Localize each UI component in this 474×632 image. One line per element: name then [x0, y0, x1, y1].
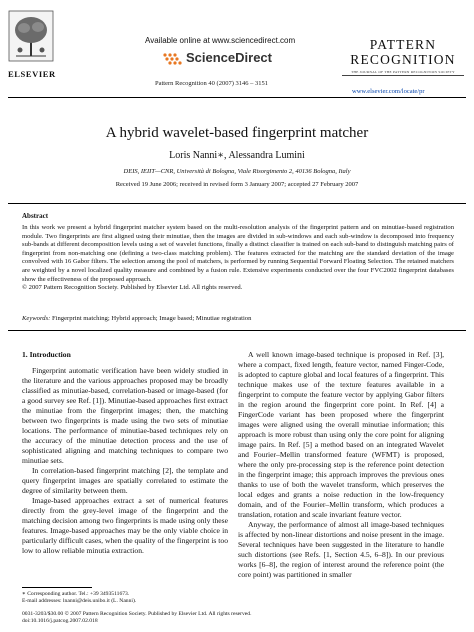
footnote-email[interactable]: E-mail addresses: lnanni@deis.unibo.it (L. Nanni).: [22, 598, 137, 604]
header-divider: [8, 97, 466, 98]
publisher-name: ELSEVIER: [8, 69, 56, 79]
available-online-text[interactable]: Available online at www.sciencedirect.com: [145, 36, 296, 45]
keywords-line: [22, 315, 454, 322]
journal-url-link[interactable]: www.elsevier.com/locate/pr: [352, 88, 425, 95]
footnote-corresponding: ∗ Corresponding author. Tel.: +39 3493511673.: [22, 591, 130, 597]
body-paragraph: A well known image-based technique is proposed in Ref. [3], where a compact, fixed length, feature vector, named Finger-Code, is adopted to capture global and local features of a fingerprint. This technique makes use of the texture features available in a fingerprint to compute the feature vector by applying Gabor filters in the region around the fingerprint core point. In Ref. [4] a FingerCode variant has been proposed where the fingerprint images were aligned using the overall minutiae information; this approach is more robust than using only the core point for aligning image pairs. In Ref. [5] a method based on an integrated Wavelet and Fourier–Mellin transformed feature (WFMT) is proposed, where the only pre-processing step is the reference point detection in the fingerprint image; this approach improves the previous ones thanks to use of both the wavelet transform, which preserves the local edges and grants a noise reduction in the low-frequency domain, and of the Fourier–Mellin transform, which produces a translation, rotation and scale invariant feature vector.: [238, 350, 444, 519]
abstract-copyright: © 2007 Pattern Recognition Society. Published by Elsevier Ltd. All rights reserved.: [22, 284, 243, 292]
sciencedirect-logo[interactable]: [162, 50, 272, 65]
abstract-text: In this work we present a hybrid fingerprint matcher system based on the multi-resolution analysis of the fingerprint pattern and on minutiae-based registration module. Two fingerprints are first aligned using their minutiae, then the images are divided in sub-windows and each sub-window is decomposed into frequency sub-bands at different decomposition levels using a set of wavelet functions, finally a distinct classifier is trained on each sub-band to distinguish matching pairs of fingerprint from non-matching one (defining a two-class matching problem). The features extracted for the matching are the standard deviation of the image convolved with 16 Gabor filters. The selection among the pool of matchers, is performed by running Sequential Forward Floating Selection. The retained matchers are weighted by a novel localized quality measure and combined by a fusion rule. Extensive experiments conducted over the four FVC2002 fingerprint databases show the effectiveness of the proposed approach.: [22, 224, 454, 283]
body-paragraph: Image-based approaches extract a set of numerical features directly from the grey-level image of the fingerprint and the matching decision among two fingerprints is made using only these features. Image-based approaches may be the only viable choice in particularly difficult cases, when the quality of the fingerprint is too low to allow reliable minutia extraction.: [22, 496, 228, 555]
paper-authors: Loris Nanni∗, Alessandra Lumini: [169, 150, 305, 161]
body-paragraph: Fingerprint automatic verification have been widely studied in the literature and the various approaches proposed may be broadly classified as minutiae-based, correlation-based or image-based (for a good survey see Ref. [1]). Minutiae-based approaches first extract the minutiae from the fingerprint images; then, the matching between two fingerprints is made using the two sets of minutiae locations. The performance of minutiae-based techniques rely on the accuracy of the minutiae detection process and the use of sophisticated aligning and matching techniques to compare two minutiae sets.: [22, 366, 229, 465]
elsevier-logo: [8, 10, 54, 80]
abstract-bottom-divider: [8, 330, 466, 331]
received-dates: Received 19 June 2006; received in revised form 3 January 2007; accepted 27 February 2007: [115, 181, 359, 188]
doi-line[interactable]: doi:10.1016/j.patcog.2007.02.018: [22, 618, 98, 624]
abstract-heading: Abstract: [22, 212, 49, 220]
abstract-top-divider: [8, 203, 466, 204]
journal-reference: Pattern Recognition 40 (2007) 3146 – 3151: [155, 80, 269, 87]
keywords-label: Keywords:: [22, 315, 51, 322]
journal-title: [342, 37, 464, 67]
issn-line: 0031-3203/$30.00 © 2007 Pattern Recognition Society. Published by Elsevier Ltd. All rights reserved.: [22, 611, 252, 617]
section-heading: 1. Introduction: [22, 350, 71, 359]
journal-title-line1: PATTERN: [369, 37, 437, 52]
paper-title: A hybrid wavelet-based fingerprint matcher: [105, 125, 369, 141]
right-column: [238, 350, 444, 580]
journal-subtitle: THE JOURNAL OF THE PATTERN RECOGNITION SOCIETY: [351, 70, 455, 74]
journal-title-line2: RECOGNITION: [350, 52, 456, 67]
left-column: [22, 350, 228, 556]
footnote-divider: [22, 587, 92, 588]
sciencedirect-wordmark: ScienceDirect: [186, 50, 272, 65]
abstract-body: [22, 224, 454, 293]
footnote: [22, 591, 228, 605]
sciencedirect-dots-icon: [162, 52, 184, 65]
body-paragraph: Anyway, the performance of almost all image-based techniques is affected by non-linear distortions and noise present in the image. Several techniques have been suggested in the literature to handle such distortions (see Refs. [1, Section 4.5, 6–8]). In our previous works [6–8], the region of interest around the reference point (the core point) was partitioned in smaller: [238, 520, 444, 579]
keywords-list: Fingerprint matching; Hybrid approach; Image based; Minutiae registration: [51, 315, 252, 322]
body-paragraph: In correlation-based fingerprint matching [2], the template and query fingerprint images are spatially correlated to estimate the degree of similarity between them.: [22, 466, 228, 495]
journal-title-rule: [342, 75, 464, 76]
author-affiliation: DEIS, IEIIT—CNR, Università di Bologna, Viale Risorgimento 2, 40136 Bologna, Italy: [123, 168, 351, 175]
elsevier-tree-icon: [8, 10, 54, 62]
issn-copyright: [22, 611, 322, 625]
